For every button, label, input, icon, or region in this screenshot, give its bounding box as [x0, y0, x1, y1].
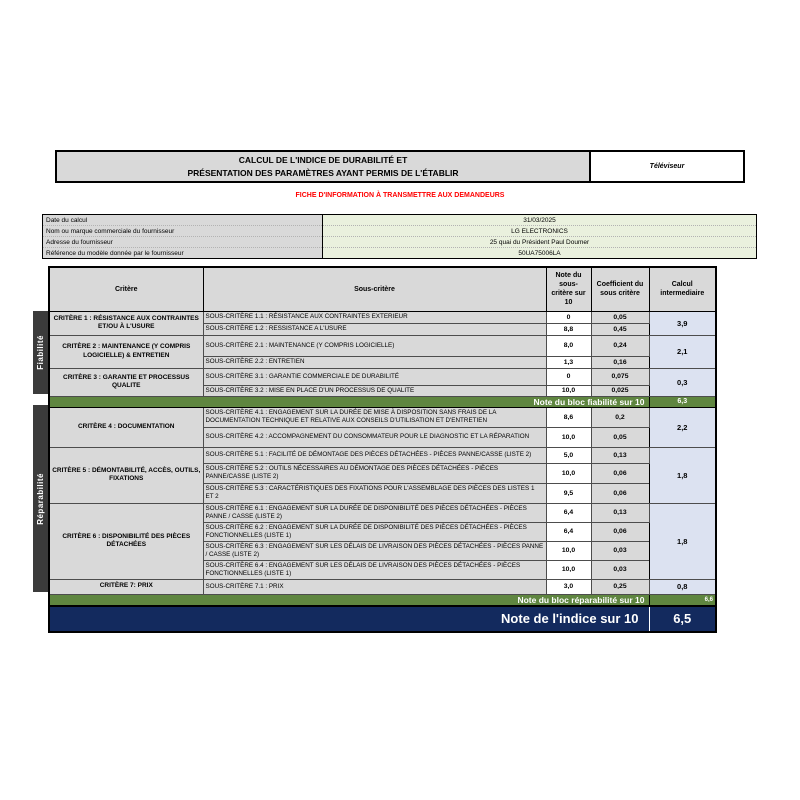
subcriterion-label: SOUS-CRITÈRE 6.2 : ENGAGEMENT SUR LA DURÉE DE DISPONIBILITÉ DES PIÈCES DÉTACHÉES - PIÈCES FONCTIONNELLES (LISTE 1) [203, 522, 546, 541]
criteria-table [48, 266, 717, 633]
subcriterion-label: SOUS-CRITÈRE 5.3 : CARACTÉRISTIQUES DES FIXATIONS POUR L'ASSEMBLAGE DES PIÈCES DES LISTES 1 ET 2 [203, 483, 546, 503]
intermediate-calc-cell: 0,8 [649, 579, 716, 594]
fiabilite-total-value: 6,3 [649, 396, 716, 407]
coefficient-cell: 0,03 [591, 541, 649, 560]
title-line-1: CALCUL DE L'INDICE DE DURABILITÉ ET [238, 154, 408, 165]
subcriterion-label: SOUS-CRITÈRE 2.1 : MAINTENANCE (Y COMPRIS LOGICIELLE) [203, 335, 546, 356]
criterion-label: CRITÈRE 7: PRIX [49, 579, 203, 594]
title-line-2: PRÉSENTATION DES PARAMÈTRES AYANT PERMIS DE L'ÉTABLIR [187, 167, 459, 178]
coefficient-cell: 0,06 [591, 522, 649, 541]
coefficient-cell: 0,13 [591, 447, 649, 463]
side-label-fiabilite [33, 311, 48, 394]
coefficient-cell: 0,03 [591, 560, 649, 579]
coefficient-cell: 0,025 [591, 385, 649, 396]
info-value: 31/03/2025 [323, 215, 757, 226]
criterion-label: CRITÈRE 1 : RÉSISTANCE AUX CONTRAINTES ET/OU À L'USURE [49, 311, 203, 335]
note-cell: 3,0 [546, 579, 591, 594]
col-header-coefficient: Coefficient du sous critère [591, 267, 649, 311]
fiabilite-total-label: Note du bloc fiabilité sur 10 [49, 396, 649, 407]
note-cell: 0 [546, 368, 591, 385]
criterion-label: CRITÈRE 6 : DISPONIBILITÉ DES PIÈCES DÉTACHÉES [49, 503, 203, 579]
coefficient-cell: 0,25 [591, 579, 649, 594]
criterion-label: CRITÈRE 3 : GARANTIE ET PROCESSUS QUALITE [49, 368, 203, 396]
info-value: LG ELECTRONICS [323, 226, 757, 237]
note-cell: 1,3 [546, 356, 591, 368]
table-row [43, 215, 757, 226]
note-cell: 8,8 [546, 323, 591, 335]
info-value: 50UA75006LA [323, 248, 757, 259]
column-header-row [49, 267, 716, 311]
note-cell: 6,4 [546, 503, 591, 522]
table-row [43, 226, 757, 237]
info-value: 25 quai du Président Paul Doumer [323, 237, 757, 248]
table-row [49, 311, 716, 323]
subcriterion-label: SOUS-CRITÈRE 3.1 : GARANTIE COMMERCIALE DE DURABILITÉ [203, 368, 546, 385]
table-row [49, 407, 716, 427]
index-total-label: Note de l'indice sur 10 [49, 606, 649, 632]
subcriterion-label: SOUS-CRITÈRE 3.2 : MISE EN PLACE D'UN PROCESSUS DE QUALITE [203, 385, 546, 396]
subcriterion-label: SOUS-CRITÈRE 5.2 : OUTILS NÉCESSAIRES AU DÉMONTAGE DES PIÈCES DÉTACHÉES - PIÈCES PANNE/CASSE (LISTE 2) [203, 463, 546, 483]
subcriterion-label: SOUS-CRITÈRE 1.1 : RÉSISTANCE AUX CONTRAINTES EXTERIEUR [203, 311, 546, 323]
note-cell: 10,0 [546, 541, 591, 560]
note-cell: 0 [546, 311, 591, 323]
intermediate-calc-cell: 2,2 [649, 407, 716, 447]
reparabilite-total-row [49, 594, 716, 606]
criterion-label: CRITÈRE 5 : DÉMONTABILITÉ, ACCÈS, OUTILS, FIXATIONS [49, 447, 203, 503]
coefficient-cell: 0,05 [591, 311, 649, 323]
note-cell: 5,0 [546, 447, 591, 463]
coefficient-cell: 0,06 [591, 463, 649, 483]
info-label: Date du calcul [43, 215, 323, 226]
table-row [49, 503, 716, 522]
index-total-row [49, 606, 716, 632]
intermediate-calc-cell: 3,9 [649, 311, 716, 335]
index-total-value: 6,5 [649, 606, 716, 632]
subcriterion-label: SOUS-CRITÈRE 6.4 : ENGAGEMENT SUR LES DÉLAIS DE LIVRAISON DES PIÈCES DÉTACHÉES - PIÈCES FONCTIONNELLES (LISTE 1) [203, 560, 546, 579]
note-cell: 10,0 [546, 385, 591, 396]
coefficient-cell: 0,13 [591, 503, 649, 522]
intermediate-calc-cell: 2,1 [649, 335, 716, 368]
note-cell: 10,0 [546, 427, 591, 447]
col-header-note: Note du sous-critère sur 10 [546, 267, 591, 311]
note-cell: 10,0 [546, 560, 591, 579]
reparabilite-total-value: 6,6 [649, 594, 716, 606]
col-header-critere: Critère [49, 267, 203, 311]
note-cell: 6,4 [546, 522, 591, 541]
subcriterion-label: SOUS-CRITÈRE 5.1 : FACILITÉ DE DÉMONTAGE DES PIÈCES DÉTACHÉES - PIÈCES PANNE/CASSE (LISTE 2) [203, 447, 546, 463]
intermediate-calc-cell: 1,8 [649, 447, 716, 503]
coefficient-cell: 0,45 [591, 323, 649, 335]
side-label-reparabilite [33, 405, 48, 592]
info-label: Adresse du fournisseur [43, 237, 323, 248]
table-row [49, 335, 716, 356]
subcriterion-label: SOUS-CRITÈRE 4.1 : ENGAGEMENT SUR LA DURÉE DE MISE À DISPOSITION SANS FRAIS DE LA DOCUMENTATION TECHNIQUE ET RELATIVE AUX CONSEILS D'UTILISATION ET D'ENTRETIEN [203, 407, 546, 427]
table-row [49, 368, 716, 385]
subcriterion-label: SOUS-CRITÈRE 6.1 : ENGAGEMENT SUR LA DURÉE DE DISPONIBILITÉ DES PIÈCES DÉTACHÉES - PIÈCES PANNE / CASSE (LISTE 2) [203, 503, 546, 522]
intermediate-calc-cell: 1,8 [649, 503, 716, 579]
supplier-info-table [42, 214, 757, 259]
intermediate-calc-cell: 0,3 [649, 368, 716, 396]
subcriterion-label: SOUS-CRITÈRE 6.3 : ENGAGEMENT SUR LES DÉLAIS DE LIVRAISON DES PIÈCES DÉTACHÉES - PIÈCES PANNE / CASSE (LISTE 2) [203, 541, 546, 560]
coefficient-cell: 0,2 [591, 407, 649, 427]
coefficient-cell: 0,05 [591, 427, 649, 447]
reparabilite-total-label: Note du bloc réparabilité sur 10 [49, 594, 649, 606]
subcriterion-label: SOUS-CRITÈRE 7.1 : PRIX [203, 579, 546, 594]
table-row [43, 237, 757, 248]
coefficient-cell: 0,24 [591, 335, 649, 356]
info-label: Nom ou marque commerciale du fournisseur [43, 226, 323, 237]
subcriterion-label: SOUS-CRITÈRE 1.2 : RESSISTANCE A L'USURE [203, 323, 546, 335]
criterion-label: CRITÈRE 4 : DOCUMENTATION [49, 407, 203, 447]
note-cell: 9,5 [546, 483, 591, 503]
coefficient-cell: 0,075 [591, 368, 649, 385]
title-box [55, 150, 745, 183]
table-row [49, 579, 716, 594]
document-title [57, 152, 591, 181]
note-cell: 10,0 [546, 463, 591, 483]
transmission-notice: FICHE D'INFORMATION À TRANSMETTRE AUX DEMANDEURS [295, 192, 505, 199]
coefficient-cell: 0,06 [591, 483, 649, 503]
coefficient-cell: 0,16 [591, 356, 649, 368]
col-header-sous-critere: Sous-critère [203, 267, 546, 311]
side-label-text: Fiabilité [36, 335, 45, 370]
table-row [43, 248, 757, 259]
table-row [49, 447, 716, 463]
criterion-label: CRITÈRE 2 : MAINTENANCE (Y COMPRIS LOGICIELLE) & ENTRETIEN [49, 335, 203, 368]
product-category-cell: Téléviseur [591, 152, 743, 181]
subcriterion-label: SOUS-CRITÈRE 4.2 : ACCOMPAGNEMENT DU CONSOMMATEUR POUR LE DIAGNOSTIC ET LA RÉPARATION [203, 427, 546, 447]
col-header-calcul: Calcul intermediaire [649, 267, 716, 311]
note-cell: 8,6 [546, 407, 591, 427]
subcriterion-label: SOUS-CRITÈRE 2.2 : ENTRETIEN [203, 356, 546, 368]
info-label: Référence du modèle donnée par le fournisseur [43, 248, 323, 259]
fiabilite-total-row [49, 396, 716, 407]
note-cell: 8,0 [546, 335, 591, 356]
side-label-text: Réparabilité [36, 472, 45, 525]
